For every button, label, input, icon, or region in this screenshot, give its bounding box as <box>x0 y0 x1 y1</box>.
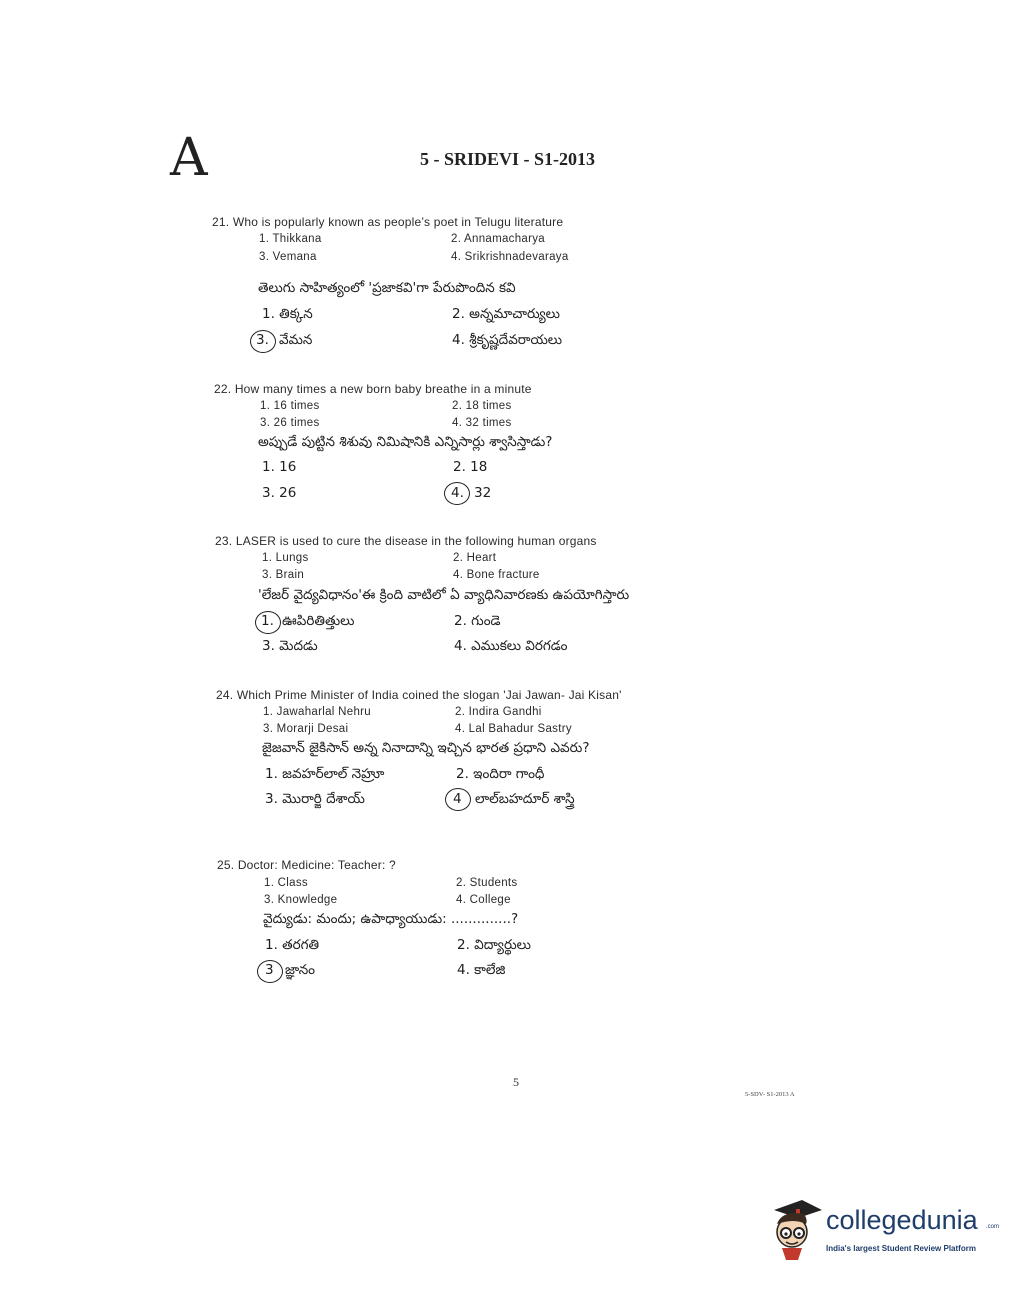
option-te-3: 3. మెదడు <box>262 638 318 654</box>
option-te-2: 2. అన్నమాచార్యులు <box>452 306 560 322</box>
answer-label: 3. <box>256 332 269 348</box>
option-en-1: 1. Jawaharlal Nehru <box>263 706 371 718</box>
option-en-3: 3. 26 times <box>260 417 320 429</box>
option-en-2: 2. Heart <box>453 552 497 564</box>
option-en-2: 2. Annamacharya <box>451 233 546 245</box>
question-te: 'లేజర్ వైద్యవిధానం'ఈ క్రింది వాటిలో ఏ వ్యాధినివారణకు ఉపయోగిస్తారు <box>258 587 630 603</box>
option-en-1: 1. Thikkana <box>259 233 322 245</box>
paper-code: 5 - SRIDEVI - S1-2013 <box>420 149 596 169</box>
logo-tagline: India's largest Student Review Platform <box>826 1244 976 1253</box>
set-letter: A <box>170 128 208 188</box>
option-te-4: లాల్‌బహదూర్ శాస్త్రి <box>475 791 575 807</box>
option-te-1: 1. 16 <box>262 459 297 475</box>
option-te-4: 4. ఎముకలు విరగడం <box>454 638 568 654</box>
option-en-2: 2. 18 times <box>452 400 512 412</box>
logo-wordmark: collegedunia <box>826 1205 978 1235</box>
option-te-2: 2. గుండె <box>454 613 501 629</box>
question-text: 25. Doctor: Medicine: Teacher: ? <box>217 858 396 872</box>
option-te-1: 1. తరగతి <box>265 937 320 953</box>
question-text: 23. LASER is used to cure the disease in the following human organs <box>215 534 597 548</box>
question-text: 21. Who is popularly known as people’s poet in Telugu literature <box>212 215 564 229</box>
option-en-3: 3. Vemana <box>259 251 317 263</box>
question-te: జైజవాన్ జైకిసాన్ అన్న నినాదాన్ని ఇచ్చిన భారత ప్రధాని ఎవరు? <box>262 740 590 756</box>
option-en-2: 2. Students <box>456 877 518 889</box>
option-te-2: 2. ఇందిరా గాంధీ <box>456 766 545 782</box>
mascot-icon <box>768 1196 824 1266</box>
option-te-3: 3. మొరార్జి దేశాయ్ <box>265 791 365 807</box>
page-number: 5 <box>513 1075 519 1089</box>
option-en-4: 4. Srikrishnadevaraya <box>451 251 569 263</box>
question-te: తెలుగు సాహిత్యంలో 'ప్రజాకవి'గా పేరుపొందిన కవి <box>258 280 516 296</box>
answer-label: 4 <box>453 791 462 807</box>
option-te-1: 1. జవహర్‌లాల్ నెహ్రూ <box>265 766 385 782</box>
option-en-4: 4. Bone fracture <box>453 569 540 581</box>
option-te-4: 32 <box>474 485 492 501</box>
option-te-3: 3. 26 <box>262 485 297 501</box>
option-te-1: ఊపిరితిత్తులు <box>282 613 355 629</box>
option-en-3: 3. Brain <box>262 569 305 581</box>
logo-suffix: .com <box>986 1224 1000 1230</box>
option-te-4: 4. కాలేజి <box>457 962 506 978</box>
option-en-4: 4. 32 times <box>452 417 512 429</box>
option-en-2: 2. Indira Gandhi <box>455 706 542 718</box>
answer-label: 1. <box>261 613 274 629</box>
question-text: 24. Which Prime Minister of India coined the slogan 'Jai Jawan- Jai Kisan' <box>216 688 622 702</box>
option-en-1: 1. Class <box>264 877 308 889</box>
answer-label: 3 <box>265 962 274 978</box>
option-te-2: 2. విద్యార్థులు <box>457 937 531 953</box>
option-te-2: 2. 18 <box>453 459 488 475</box>
option-te-3: జ్ఞానం <box>285 962 316 978</box>
option-en-1: 1. 16 times <box>260 400 320 412</box>
option-te-1: 1. తిక్కన <box>262 306 313 322</box>
option-en-4: 4. Lal Bahadur Sastry <box>455 723 572 735</box>
collegedunia-logo <box>768 1196 998 1266</box>
option-en-4: 4. College <box>456 894 511 906</box>
question-te: అప్పుడే పుట్టిన శిశువు నిమిషానికి ఎన్నిసార్లు శ్వాసిస్తాడు? <box>258 434 553 450</box>
footer-code: 5-SDV- S1-2013 A <box>745 1091 795 1098</box>
question-text: 22. How many times a new born baby breathe in a minute <box>214 382 532 396</box>
option-en-3: 3. Morarji Desai <box>263 723 349 735</box>
option-en-1: 1. Lungs <box>262 552 309 564</box>
answer-label: 4. <box>451 485 464 501</box>
option-te-3: వేమన <box>279 332 313 348</box>
option-te-4: 4. శ్రీకృష్ణదేవరాయలు <box>452 332 563 348</box>
question-te: వైద్యుడు: మందు; ఉపాధ్యాయుడు: ..............? <box>263 911 519 927</box>
option-en-3: 3. Knowledge <box>264 894 338 906</box>
